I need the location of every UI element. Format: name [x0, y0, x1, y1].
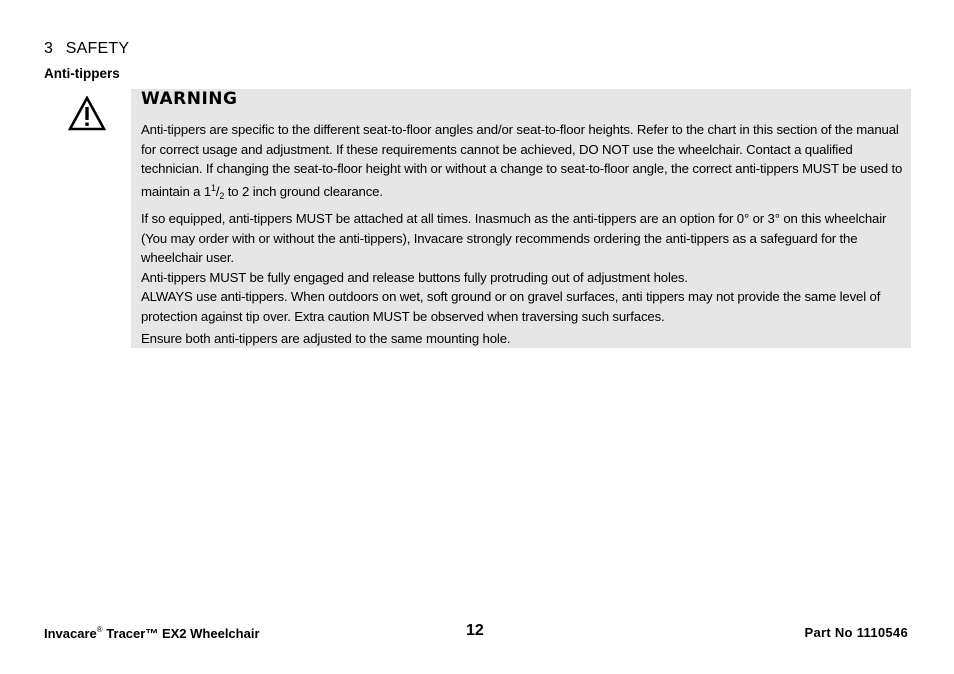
fraction-one-half — [211, 184, 224, 199]
footer-product: Tracer — [106, 626, 146, 641]
warning-paragraph-2: If so equipped, anti-tippers MUST be attached at all times. Inasmuch as the anti-tippers are an option for 0° or 3° on this wheelchair (You may order with or without the anti-tippers), Invacare strongly recommends ordering the anti-tippers as a safeguard for the wheelchair user. — [141, 211, 887, 265]
warning-paragraph-1 — [141, 120, 903, 206]
warning-p1-text-end: to 2 inch ground clearance. — [224, 183, 383, 199]
warning-paragraph-3: Anti-tippers MUST be fully engaged and release buttons fully protruding out of adjustment holes. — [141, 269, 688, 285]
fraction-numerator: 1 — [211, 182, 216, 193]
subheading: Anti-tippers — [44, 66, 120, 81]
section-heading — [44, 40, 129, 58]
warning-triangle-icon — [68, 96, 106, 132]
warning-paragraph-5: Ensure both anti-tippers are adjusted to the same mounting hole. — [141, 331, 511, 346]
registered-mark: ® — [96, 625, 103, 634]
footer-model: EX2 Wheelchair — [161, 626, 260, 641]
fraction-denominator: 2 — [219, 190, 225, 201]
fraction-separator: / — [215, 183, 220, 199]
footer-product-name — [44, 625, 260, 641]
section-number: 3 — [44, 40, 54, 57]
warning-box — [131, 89, 911, 348]
warning-title: WARNING — [141, 89, 238, 109]
page-number: 12 — [466, 622, 484, 639]
trademark-mark: ™ — [145, 626, 159, 641]
warning-p1-text: Anti-tippers are specific to the different seat-to-floor angles and/or seat-to-floor heights. Refer to the chart in this section of the manual for correct usage and adjustment. If these requirements cannot be achieved, DO NOT use the wheelchair. Contact a qualified technician. If changing the seat-to-floor height with or without a change to seat-to-floor angle, the correct anti-tippers MUST be used to maintain a 1 — [141, 122, 903, 199]
section-title: SAFETY — [65, 40, 130, 57]
footer-part-number: Part No 1110546 — [804, 625, 908, 640]
warning-text — [141, 120, 903, 349]
warning-paragraph-4: ALWAYS use anti-tippers. When outdoors on wet, soft ground or on gravel surfaces, anti tippers may not provide the same level of protection against tip over. Extra caution MUST be observed when traversing such surfaces. — [141, 289, 881, 324]
footer-brand: Invacare — [44, 626, 97, 641]
